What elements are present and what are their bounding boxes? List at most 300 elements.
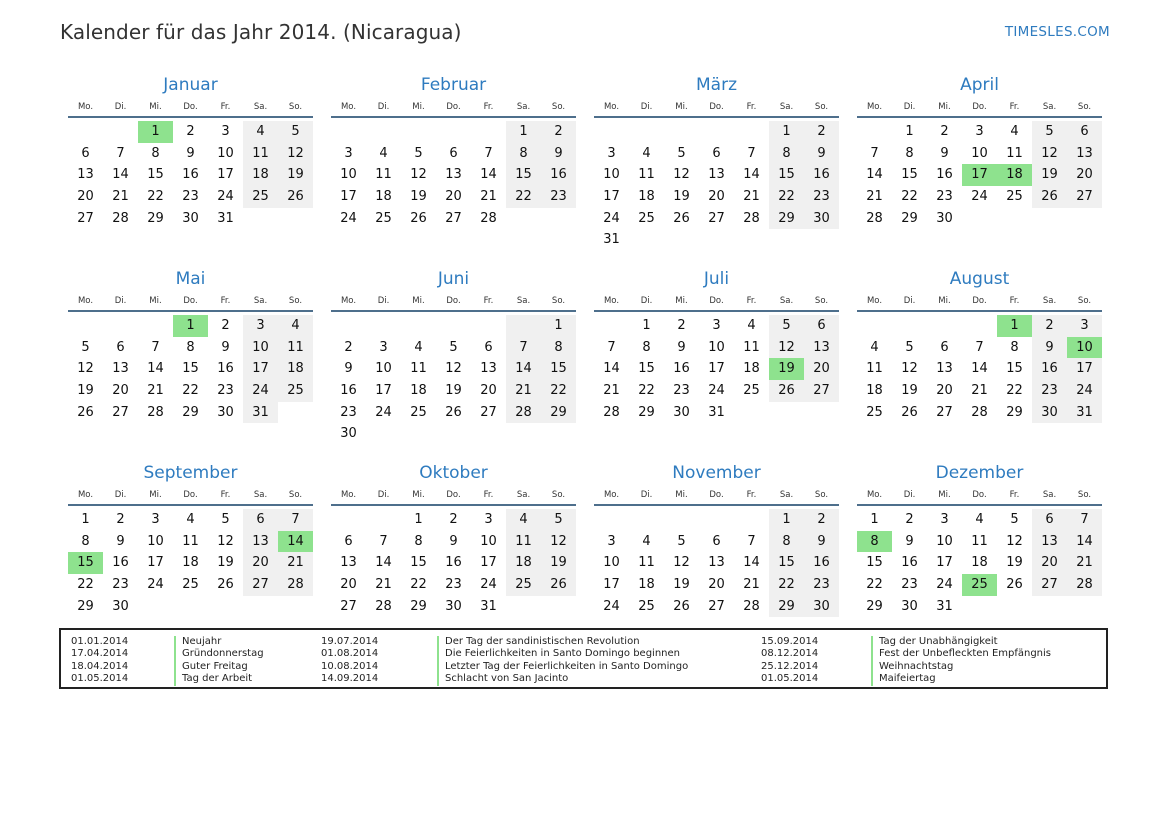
day-cell[interactable]: 21	[971, 383, 988, 399]
day-cell[interactable]: 20	[445, 189, 462, 205]
day-cell[interactable]: 23	[804, 186, 839, 208]
day-cell[interactable]: 21	[743, 189, 760, 205]
day-cell[interactable]: 7	[975, 339, 984, 355]
day-cell[interactable]: 31	[217, 210, 234, 226]
day-cell[interactable]: 4	[747, 318, 756, 333]
day-cell[interactable]: 30	[1032, 402, 1067, 424]
day-cell[interactable]: 2	[677, 318, 686, 333]
day-cell[interactable]: 31	[243, 402, 278, 424]
day-cell[interactable]: 23	[445, 577, 462, 593]
day-cell[interactable]: 29	[182, 404, 199, 420]
day-cell[interactable]: 8	[1010, 339, 1019, 355]
day-cell[interactable]: 11	[410, 361, 427, 377]
day-cell[interactable]: 19	[77, 383, 94, 399]
holiday-day-cell[interactable]: 15	[68, 552, 103, 574]
day-cell[interactable]: 18	[638, 189, 655, 205]
site-link[interactable]: TIMESLES.COM	[1004, 24, 1110, 40]
day-cell[interactable]: 17	[340, 189, 357, 205]
day-cell[interactable]: 6	[81, 145, 90, 161]
day-cell[interactable]: 18	[866, 383, 883, 399]
day-cell[interactable]: 1	[905, 124, 914, 139]
day-cell[interactable]: 21	[147, 383, 164, 399]
day-cell[interactable]: 29	[769, 208, 804, 230]
day-cell[interactable]: 5	[278, 121, 313, 143]
day-cell[interactable]: 24	[1067, 380, 1102, 402]
holiday-day-cell[interactable]: 1	[138, 121, 173, 143]
day-cell[interactable]: 27	[708, 598, 725, 614]
day-cell[interactable]: 3	[344, 145, 353, 161]
day-cell[interactable]: 18	[743, 361, 760, 377]
day-cell[interactable]: 19	[445, 383, 462, 399]
day-cell[interactable]: 29	[77, 598, 94, 614]
day-cell[interactable]: 21	[506, 380, 541, 402]
day-cell[interactable]: 19	[1032, 164, 1067, 186]
day-cell[interactable]: 21	[1067, 552, 1102, 574]
day-cell[interactable]: 3	[221, 124, 230, 139]
day-cell[interactable]: 13	[708, 555, 725, 571]
day-cell[interactable]: 16	[936, 167, 953, 183]
day-cell[interactable]: 30	[217, 404, 234, 420]
day-cell[interactable]: 3	[607, 145, 616, 161]
day-cell[interactable]: 11	[278, 337, 313, 359]
day-cell[interactable]: 6	[804, 315, 839, 337]
day-cell[interactable]: 11	[971, 533, 988, 549]
day-cell[interactable]: 14	[603, 361, 620, 377]
day-cell[interactable]: 26	[278, 186, 313, 208]
day-cell[interactable]: 23	[541, 186, 576, 208]
day-cell[interactable]: 25	[182, 577, 199, 593]
day-cell[interactable]: 9	[541, 143, 576, 165]
day-cell[interactable]: 16	[901, 555, 918, 571]
day-cell[interactable]: 9	[449, 533, 458, 549]
day-cell[interactable]: 18	[971, 555, 988, 571]
day-cell[interactable]: 9	[804, 531, 839, 553]
day-cell[interactable]: 6	[1067, 121, 1102, 143]
day-cell[interactable]: 7	[506, 337, 541, 359]
day-cell[interactable]: 28	[278, 574, 313, 596]
day-cell[interactable]: 13	[1067, 143, 1102, 165]
day-cell[interactable]: 26	[541, 574, 576, 596]
day-cell[interactable]: 16	[804, 552, 839, 574]
day-cell[interactable]: 3	[151, 512, 160, 527]
day-cell[interactable]: 17	[375, 383, 392, 399]
day-cell[interactable]: 27	[112, 404, 129, 420]
day-cell[interactable]: 10	[375, 361, 392, 377]
day-cell[interactable]: 2	[116, 512, 125, 527]
holiday-day-cell[interactable]: 1	[997, 315, 1032, 337]
day-cell[interactable]: 19	[541, 552, 576, 574]
day-cell[interactable]: 27	[936, 404, 953, 420]
day-cell[interactable]: 16	[340, 383, 357, 399]
day-cell[interactable]: 17	[603, 577, 620, 593]
day-cell[interactable]: 7	[607, 339, 616, 355]
day-cell[interactable]: 18	[243, 164, 278, 186]
day-cell[interactable]: 8	[769, 531, 804, 553]
day-cell[interactable]: 30	[182, 210, 199, 226]
day-cell[interactable]: 15	[638, 361, 655, 377]
day-cell[interactable]: 26	[1006, 577, 1023, 593]
day-cell[interactable]: 19	[217, 555, 234, 571]
day-cell[interactable]: 16	[182, 167, 199, 183]
day-cell[interactable]: 20	[480, 383, 497, 399]
holiday-day-cell[interactable]: 19	[769, 358, 804, 380]
day-cell[interactable]: 5	[541, 509, 576, 531]
day-cell[interactable]: 4	[870, 339, 879, 355]
day-cell[interactable]: 21	[743, 577, 760, 593]
holiday-day-cell[interactable]: 8	[857, 531, 892, 553]
day-cell[interactable]: 27	[1032, 574, 1067, 596]
day-cell[interactable]: 9	[905, 533, 914, 549]
day-cell[interactable]: 5	[1010, 512, 1019, 527]
day-cell[interactable]: 28	[506, 402, 541, 424]
day-cell[interactable]: 26	[901, 404, 918, 420]
day-cell[interactable]: 20	[112, 383, 129, 399]
day-cell[interactable]: 14	[971, 361, 988, 377]
day-cell[interactable]: 30	[936, 210, 953, 226]
day-cell[interactable]: 18	[375, 189, 392, 205]
day-cell[interactable]: 25	[375, 210, 392, 226]
day-cell[interactable]: 13	[804, 337, 839, 359]
day-cell[interactable]: 10	[936, 533, 953, 549]
day-cell[interactable]: 18	[278, 358, 313, 380]
day-cell[interactable]: 27	[708, 210, 725, 226]
day-cell[interactable]: 12	[901, 361, 918, 377]
day-cell[interactable]: 8	[186, 339, 195, 355]
day-cell[interactable]: 3	[712, 318, 721, 333]
day-cell[interactable]: 17	[936, 555, 953, 571]
day-cell[interactable]: 1	[870, 512, 879, 527]
day-cell[interactable]: 9	[186, 145, 195, 161]
day-cell[interactable]: 29	[1006, 404, 1023, 420]
day-cell[interactable]: 28	[971, 404, 988, 420]
day-cell[interactable]: 9	[1032, 337, 1067, 359]
day-cell[interactable]: 31	[480, 598, 497, 614]
day-cell[interactable]: 12	[673, 555, 690, 571]
day-cell[interactable]: 29	[901, 210, 918, 226]
day-cell[interactable]: 9	[940, 145, 949, 161]
day-cell[interactable]: 7	[747, 533, 756, 549]
day-cell[interactable]: 5	[449, 339, 458, 355]
day-cell[interactable]: 5	[769, 315, 804, 337]
day-cell[interactable]: 13	[708, 167, 725, 183]
day-cell[interactable]: 12	[1006, 533, 1023, 549]
day-cell[interactable]: 8	[905, 145, 914, 161]
day-cell[interactable]: 10	[340, 167, 357, 183]
day-cell[interactable]: 11	[638, 167, 655, 183]
day-cell[interactable]: 30	[673, 404, 690, 420]
day-cell[interactable]: 16	[541, 164, 576, 186]
day-cell[interactable]: 26	[769, 380, 804, 402]
day-cell[interactable]: 10	[708, 339, 725, 355]
day-cell[interactable]: 23	[182, 189, 199, 205]
day-cell[interactable]: 25	[506, 574, 541, 596]
day-cell[interactable]: 24	[936, 577, 953, 593]
day-cell[interactable]: 24	[480, 577, 497, 593]
day-cell[interactable]: 29	[541, 402, 576, 424]
day-cell[interactable]: 31	[936, 598, 953, 614]
day-cell[interactable]: 15	[901, 167, 918, 183]
day-cell[interactable]: 21	[375, 577, 392, 593]
day-cell[interactable]: 20	[936, 383, 953, 399]
day-cell[interactable]: 12	[541, 531, 576, 553]
day-cell[interactable]: 21	[603, 383, 620, 399]
day-cell[interactable]: 23	[936, 189, 953, 205]
day-cell[interactable]: 8	[642, 339, 651, 355]
day-cell[interactable]: 27	[1067, 186, 1102, 208]
day-cell[interactable]: 7	[379, 533, 388, 549]
day-cell[interactable]: 24	[243, 380, 278, 402]
day-cell[interactable]: 22	[901, 189, 918, 205]
day-cell[interactable]: 23	[340, 404, 357, 420]
day-cell[interactable]: 9	[677, 339, 686, 355]
day-cell[interactable]: 15	[769, 552, 804, 574]
day-cell[interactable]: 23	[673, 383, 690, 399]
day-cell[interactable]: 21	[112, 189, 129, 205]
day-cell[interactable]: 17	[1067, 358, 1102, 380]
day-cell[interactable]: 1	[506, 121, 541, 143]
day-cell[interactable]: 2	[804, 509, 839, 531]
day-cell[interactable]: 3	[243, 315, 278, 337]
day-cell[interactable]: 1	[541, 315, 576, 337]
day-cell[interactable]: 29	[638, 404, 655, 420]
day-cell[interactable]: 11	[182, 533, 199, 549]
day-cell[interactable]: 28	[1067, 574, 1102, 596]
day-cell[interactable]: 1	[414, 512, 423, 527]
day-cell[interactable]: 22	[77, 577, 94, 593]
day-cell[interactable]: 6	[712, 533, 721, 549]
day-cell[interactable]: 28	[480, 210, 497, 226]
day-cell[interactable]: 2	[449, 512, 458, 527]
day-cell[interactable]: 14	[480, 167, 497, 183]
day-cell[interactable]: 18	[410, 383, 427, 399]
day-cell[interactable]: 6	[116, 339, 125, 355]
day-cell[interactable]: 29	[769, 596, 804, 618]
day-cell[interactable]: 19	[673, 189, 690, 205]
day-cell[interactable]: 17	[708, 361, 725, 377]
day-cell[interactable]: 14	[112, 167, 129, 183]
day-cell[interactable]: 10	[243, 337, 278, 359]
day-cell[interactable]: 23	[217, 383, 234, 399]
day-cell[interactable]: 23	[804, 574, 839, 596]
day-cell[interactable]: 15	[147, 167, 164, 183]
day-cell[interactable]: 16	[445, 555, 462, 571]
day-cell[interactable]: 29	[866, 598, 883, 614]
day-cell[interactable]: 8	[541, 337, 576, 359]
day-cell[interactable]: 24	[603, 210, 620, 226]
day-cell[interactable]: 20	[708, 189, 725, 205]
day-cell[interactable]: 22	[506, 186, 541, 208]
day-cell[interactable]: 22	[541, 380, 576, 402]
day-cell[interactable]: 22	[410, 577, 427, 593]
day-cell[interactable]: 11	[243, 143, 278, 165]
holiday-day-cell[interactable]: 10	[1067, 337, 1102, 359]
day-cell[interactable]: 3	[484, 512, 493, 527]
day-cell[interactable]: 3	[379, 339, 388, 355]
day-cell[interactable]: 20	[340, 577, 357, 593]
day-cell[interactable]: 4	[414, 339, 423, 355]
day-cell[interactable]: 5	[1032, 121, 1067, 143]
day-cell[interactable]: 17	[480, 555, 497, 571]
day-cell[interactable]: 21	[278, 552, 313, 574]
day-cell[interactable]: 5	[414, 145, 423, 161]
day-cell[interactable]: 7	[484, 145, 493, 161]
day-cell[interactable]: 9	[344, 361, 353, 377]
day-cell[interactable]: 8	[81, 533, 90, 549]
day-cell[interactable]: 5	[677, 533, 686, 549]
day-cell[interactable]: 4	[379, 145, 388, 161]
day-cell[interactable]: 28	[743, 598, 760, 614]
day-cell[interactable]: 15	[769, 164, 804, 186]
day-cell[interactable]: 7	[278, 509, 313, 531]
day-cell[interactable]: 15	[541, 358, 576, 380]
day-cell[interactable]: 25	[866, 404, 883, 420]
day-cell[interactable]: 13	[77, 167, 94, 183]
day-cell[interactable]: 13	[936, 361, 953, 377]
day-cell[interactable]: 8	[769, 143, 804, 165]
day-cell[interactable]: 9	[221, 339, 230, 355]
day-cell[interactable]: 22	[769, 186, 804, 208]
day-cell[interactable]: 20	[1067, 164, 1102, 186]
day-cell[interactable]: 4	[642, 533, 651, 549]
day-cell[interactable]: 22	[638, 383, 655, 399]
day-cell[interactable]: 5	[81, 339, 90, 355]
day-cell[interactable]: 18	[182, 555, 199, 571]
day-cell[interactable]: 1	[81, 512, 90, 527]
day-cell[interactable]: 28	[603, 404, 620, 420]
day-cell[interactable]: 26	[217, 577, 234, 593]
day-cell[interactable]: 25	[410, 404, 427, 420]
day-cell[interactable]: 24	[147, 577, 164, 593]
day-cell[interactable]: 24	[708, 383, 725, 399]
day-cell[interactable]: 30	[112, 598, 129, 614]
day-cell[interactable]: 2	[186, 124, 195, 139]
holiday-day-cell[interactable]: 17	[962, 164, 997, 186]
day-cell[interactable]: 29	[147, 210, 164, 226]
day-cell[interactable]: 31	[1067, 402, 1102, 424]
day-cell[interactable]: 4	[506, 509, 541, 531]
holiday-day-cell[interactable]: 25	[962, 574, 997, 596]
day-cell[interactable]: 17	[243, 358, 278, 380]
day-cell[interactable]: 14	[866, 167, 883, 183]
day-cell[interactable]: 31	[708, 404, 725, 420]
day-cell[interactable]: 6	[484, 339, 493, 355]
day-cell[interactable]: 15	[182, 361, 199, 377]
day-cell[interactable]: 25	[638, 598, 655, 614]
day-cell[interactable]: 15	[866, 555, 883, 571]
day-cell[interactable]: 24	[375, 404, 392, 420]
day-cell[interactable]: 13	[340, 555, 357, 571]
day-cell[interactable]: 13	[445, 167, 462, 183]
day-cell[interactable]: 13	[243, 531, 278, 553]
day-cell[interactable]: 20	[77, 189, 94, 205]
day-cell[interactable]: 11	[1006, 145, 1023, 161]
day-cell[interactable]: 2	[541, 121, 576, 143]
day-cell[interactable]: 14	[147, 361, 164, 377]
day-cell[interactable]: 2	[804, 121, 839, 143]
day-cell[interactable]: 11	[743, 339, 760, 355]
day-cell[interactable]: 8	[414, 533, 423, 549]
holiday-day-cell[interactable]: 1	[173, 315, 208, 337]
day-cell[interactable]: 9	[116, 533, 125, 549]
day-cell[interactable]: 4	[642, 145, 651, 161]
day-cell[interactable]: 25	[243, 186, 278, 208]
day-cell[interactable]: 29	[410, 598, 427, 614]
holiday-day-cell[interactable]: 18	[997, 164, 1032, 186]
day-cell[interactable]: 12	[410, 167, 427, 183]
day-cell[interactable]: 1	[769, 121, 804, 143]
day-cell[interactable]: 6	[344, 533, 353, 549]
day-cell[interactable]: 12	[673, 167, 690, 183]
day-cell[interactable]: 4	[975, 512, 984, 527]
day-cell[interactable]: 2	[221, 318, 230, 333]
day-cell[interactable]: 19	[673, 577, 690, 593]
day-cell[interactable]: 24	[603, 598, 620, 614]
day-cell[interactable]: 16	[673, 361, 690, 377]
day-cell[interactable]: 26	[445, 404, 462, 420]
day-cell[interactable]: 3	[940, 512, 949, 527]
day-cell[interactable]: 30	[804, 596, 839, 618]
day-cell[interactable]: 11	[638, 555, 655, 571]
day-cell[interactable]: 7	[151, 339, 160, 355]
day-cell[interactable]: 2	[344, 339, 353, 355]
day-cell[interactable]: 11	[506, 531, 541, 553]
day-cell[interactable]: 1	[642, 318, 651, 333]
day-cell[interactable]: 2	[1032, 315, 1067, 337]
day-cell[interactable]: 20	[243, 552, 278, 574]
day-cell[interactable]: 14	[743, 555, 760, 571]
day-cell[interactable]: 19	[278, 164, 313, 186]
day-cell[interactable]: 5	[221, 512, 230, 527]
day-cell[interactable]: 13	[112, 361, 129, 377]
day-cell[interactable]: 10	[603, 167, 620, 183]
day-cell[interactable]: 20	[708, 577, 725, 593]
day-cell[interactable]: 28	[112, 210, 129, 226]
day-cell[interactable]: 12	[1032, 143, 1067, 165]
day-cell[interactable]: 15	[506, 164, 541, 186]
day-cell[interactable]: 26	[1032, 186, 1067, 208]
day-cell[interactable]: 22	[866, 577, 883, 593]
day-cell[interactable]: 6	[712, 145, 721, 161]
day-cell[interactable]: 9	[804, 143, 839, 165]
day-cell[interactable]: 25	[638, 210, 655, 226]
day-cell[interactable]: 30	[901, 598, 918, 614]
day-cell[interactable]: 16	[217, 361, 234, 377]
day-cell[interactable]: 23	[901, 577, 918, 593]
day-cell[interactable]: 4	[1010, 124, 1019, 139]
day-cell[interactable]: 23	[1032, 380, 1067, 402]
day-cell[interactable]: 26	[673, 210, 690, 226]
day-cell[interactable]: 7	[116, 145, 125, 161]
day-cell[interactable]: 12	[769, 337, 804, 359]
day-cell[interactable]: 12	[217, 533, 234, 549]
day-cell[interactable]: 16	[804, 164, 839, 186]
day-cell[interactable]: 30	[340, 426, 357, 442]
day-cell[interactable]: 1	[769, 509, 804, 531]
day-cell[interactable]: 11	[866, 361, 883, 377]
day-cell[interactable]: 26	[410, 210, 427, 226]
day-cell[interactable]: 14	[1067, 531, 1102, 553]
day-cell[interactable]: 30	[804, 208, 839, 230]
day-cell[interactable]: 6	[940, 339, 949, 355]
day-cell[interactable]: 4	[278, 315, 313, 337]
day-cell[interactable]: 22	[182, 383, 199, 399]
day-cell[interactable]: 2	[940, 124, 949, 139]
day-cell[interactable]: 14	[375, 555, 392, 571]
day-cell[interactable]: 18	[638, 577, 655, 593]
day-cell[interactable]: 14	[743, 167, 760, 183]
day-cell[interactable]: 6	[1032, 509, 1067, 531]
day-cell[interactable]: 24	[971, 189, 988, 205]
